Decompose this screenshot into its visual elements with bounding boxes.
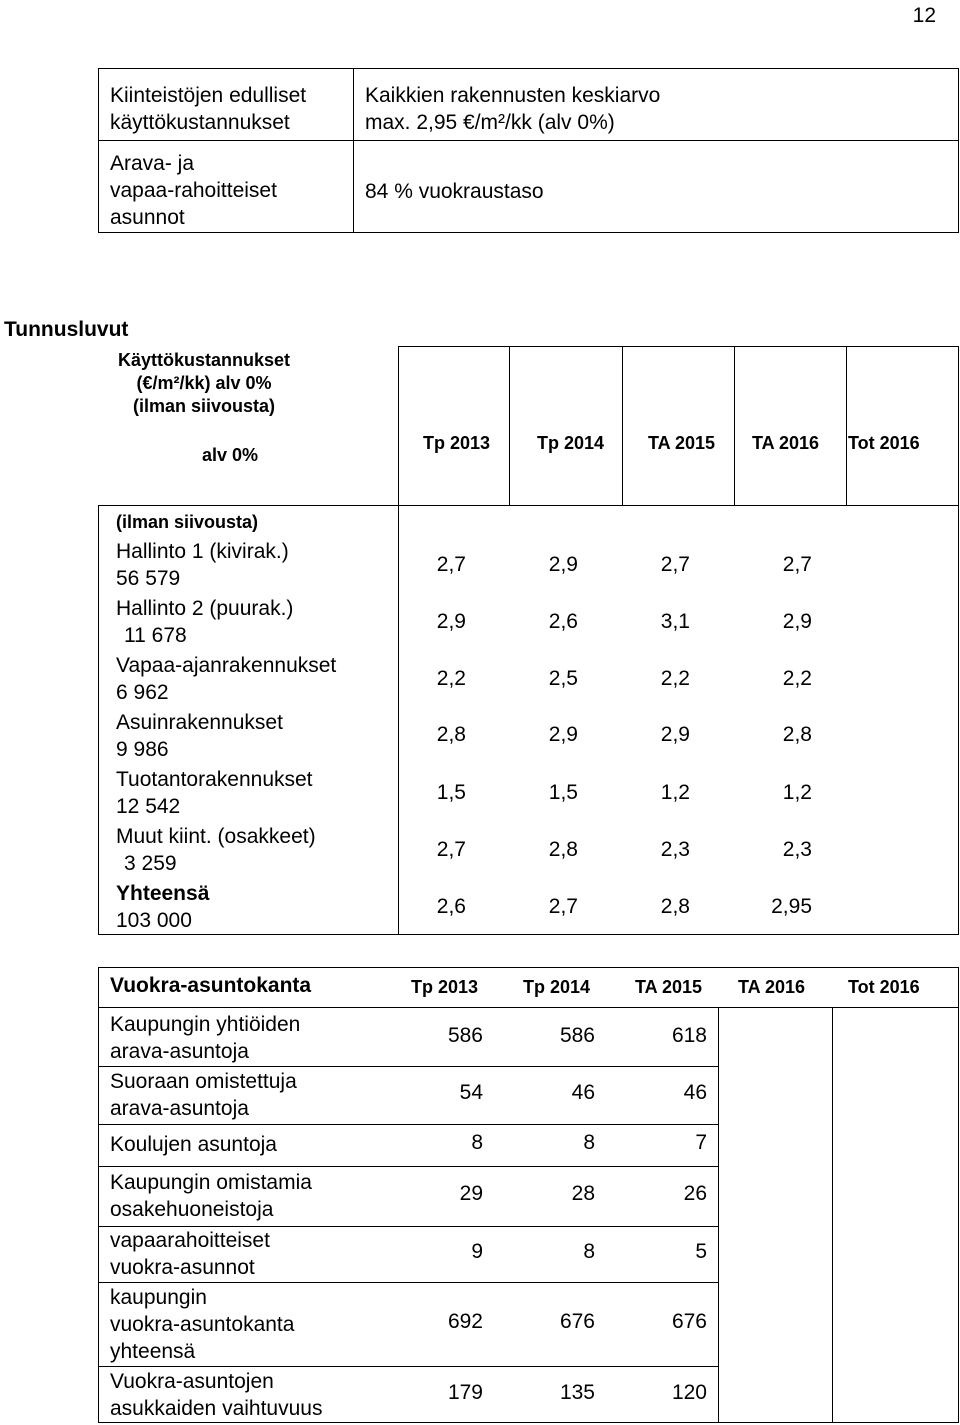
tunnusluvut-cell: 3,1	[660, 610, 690, 633]
tunnusluvut-header-label: Käyttökustannukset (€/m²/kk) alv 0% (ilman siivousta)	[118, 350, 291, 416]
row-name: Muut kiint. (osakkeet)	[116, 825, 316, 848]
tunnusluvut-cell: 2,9	[660, 723, 690, 746]
vuokra-cell: 676	[559, 1310, 595, 1333]
tunnusluvut-cell: 2,8	[548, 838, 578, 861]
vuokra-col-tp2014: Tp 2014	[523, 977, 591, 997]
vuokra-cell: 5	[695, 1240, 707, 1263]
label-line: vapaarahoitteiset	[110, 1229, 270, 1252]
label-line: Kaupungin omistamia	[110, 1171, 312, 1194]
vuokra-col-tot2016: Tot 2016	[848, 977, 920, 997]
tunnusluvut-heading: Tunnusluvut	[4, 318, 129, 341]
top-row-2-value: 84 % vuokraustaso	[365, 180, 544, 203]
vuokra-row-label	[110, 1068, 297, 1122]
tunnusluvut-cell: 2,3	[660, 838, 690, 861]
tunnusluvut-row-label	[116, 709, 283, 763]
vuokra-cell: 8	[471, 1131, 483, 1154]
row-name: Vapaa-ajanrakennukset	[116, 654, 337, 677]
tunnusluvut-row-label	[116, 823, 316, 877]
vuokra-cell: 7	[695, 1131, 707, 1154]
tunnusluvut-cell: 2,2	[436, 667, 466, 690]
label-line: arava-asuntoja	[110, 1097, 249, 1120]
label-line: Suoraan omistettuja	[110, 1070, 297, 1093]
vuokra-row-label	[110, 1169, 312, 1223]
tunnusluvut-cell: 2,5	[548, 667, 578, 690]
vuokra-cell: 692	[447, 1310, 483, 1333]
vuokra-cell: 29	[459, 1182, 483, 1205]
vuokra-heading: Vuokra-asuntokanta	[110, 974, 312, 997]
row-area: 12 542	[116, 795, 181, 818]
label-line: Koulujen asuntoja	[110, 1133, 277, 1156]
vuokra-cell: 120	[671, 1381, 707, 1404]
top-row-1-label: Kiinteistöjen edulliset käyttökustannukset	[110, 84, 307, 134]
vuokra-cell: 26	[683, 1182, 707, 1205]
tunnusluvut-cell: 2,9	[782, 610, 812, 633]
tunnusluvut-cell: 2,95	[771, 895, 812, 918]
tunnusluvut-cell: 2,6	[436, 895, 466, 918]
row-area: 9 986	[116, 738, 169, 761]
vuokra-cell: 586	[447, 1024, 483, 1047]
row-area: 103 000	[116, 909, 192, 932]
tunnusluvut-row-label	[116, 538, 289, 592]
vuokra-cell: 54	[459, 1081, 483, 1104]
label-line: vuokra-asuntokanta	[110, 1313, 295, 1336]
top-row-2-label: Arava- ja vapaa-rahoitteiset asunnot	[110, 152, 277, 229]
row-name: Hallinto 1 (kivirak.)	[116, 540, 289, 563]
vuokra-cell: 46	[683, 1081, 707, 1104]
vuokra-cell: 8	[583, 1131, 595, 1154]
label-line: Vuokra-asuntojen	[110, 1370, 274, 1393]
tunnusluvut-cell: 2,7	[436, 838, 466, 861]
tunnusluvut-cell: 1,5	[436, 781, 466, 804]
vuokra-col-ta2016: TA 2016	[738, 977, 806, 997]
row-area: 11 678	[124, 624, 187, 647]
tunnusluvut-col-ta2015: TA 2015	[648, 433, 716, 453]
vuokra-cell: 135	[559, 1381, 595, 1404]
label-line: asukkaiden vaihtuvuus	[110, 1397, 323, 1420]
vuokra-col-tp2013: Tp 2013	[411, 977, 479, 997]
vuokra-cell: 9	[471, 1240, 483, 1263]
tunnusluvut-cell: 1,5	[548, 781, 578, 804]
label-line: vuokra-asunnot	[110, 1256, 255, 1279]
vuokra-cell: 46	[571, 1081, 595, 1104]
tunnusluvut-row-label	[116, 766, 313, 820]
tunnusluvut-cell: 2,9	[548, 553, 578, 576]
page-number: 12	[912, 4, 936, 27]
row-name: Hallinto 2 (puurak.)	[116, 597, 294, 620]
label-line: osakehuoneistoja	[110, 1198, 274, 1221]
row-area: 6 962	[116, 681, 169, 704]
row-area: 3 259	[124, 852, 177, 875]
vuokra-col-ta2015: TA 2015	[635, 977, 703, 997]
tunnusluvut-sub-label: (ilman siivousta)	[116, 512, 259, 532]
label-line: yhteensä	[110, 1340, 196, 1363]
vuokra-cell: 676	[671, 1310, 707, 1333]
tunnusluvut-cell: 2,8	[782, 723, 812, 746]
vuokra-row-label	[110, 1368, 322, 1422]
tunnusluvut-cell: 2,7	[782, 553, 812, 576]
tunnusluvut-cell: 2,6	[548, 610, 578, 633]
tunnusluvut-cell: 1,2	[660, 781, 690, 804]
tunnusluvut-cell: 1,2	[782, 781, 812, 804]
tunnusluvut-cell: 2,7	[436, 553, 466, 576]
tunnusluvut-cell: 2,8	[436, 723, 466, 746]
tunnusluvut-cell: 2,7	[548, 895, 578, 918]
tunnusluvut-header-alv: alv 0%	[202, 445, 259, 465]
vuokra-row-label	[110, 1284, 294, 1365]
tunnusluvut-cell: 2,3	[782, 838, 812, 861]
tunnusluvut-col-ta2016: TA 2016	[752, 433, 820, 453]
tunnusluvut-cell: 2,9	[436, 610, 466, 633]
label-line: kaupungin	[110, 1286, 207, 1309]
row-name: Asuinrakennukset	[116, 711, 283, 734]
row-area: 56 579	[116, 567, 181, 590]
tunnusluvut-row-label	[116, 880, 209, 934]
vuokra-cell: 8	[583, 1240, 595, 1263]
row-name: Yhteensä	[116, 882, 210, 905]
tunnusluvut-cell: 2,2	[782, 667, 812, 690]
tunnusluvut-row-label	[116, 595, 293, 649]
vuokra-cell: 618	[671, 1024, 707, 1047]
label-line: Kaupungin yhtiöiden	[110, 1013, 301, 1036]
tunnusluvut-col-tp2014: Tp 2014	[537, 433, 605, 453]
vuokra-row-label	[110, 1011, 300, 1065]
tunnusluvut-cell: 2,2	[660, 667, 690, 690]
tunnusluvut-cell: 2,9	[548, 723, 578, 746]
vuokra-cell: 586	[559, 1024, 595, 1047]
vuokra-row-label	[110, 1131, 277, 1158]
vuokra-cell: 28	[571, 1182, 595, 1205]
label-line: arava-asuntoja	[110, 1040, 249, 1063]
vuokra-cell: 179	[447, 1381, 483, 1404]
tunnusluvut-cell: 2,8	[660, 895, 690, 918]
row-name: Tuotantorakennukset	[116, 768, 313, 791]
tunnusluvut-cell: 2,7	[660, 553, 690, 576]
tunnusluvut-col-tp2013: Tp 2013	[423, 433, 491, 453]
vuokra-row-label	[110, 1227, 270, 1281]
top-row-1-value: Kaikkien rakennusten keskiarvo max. 2,95 €/m²/kk (alv 0%)	[365, 84, 661, 134]
tunnusluvut-row-label	[116, 652, 336, 706]
tunnusluvut-col-tot2016: Tot 2016	[848, 433, 920, 453]
